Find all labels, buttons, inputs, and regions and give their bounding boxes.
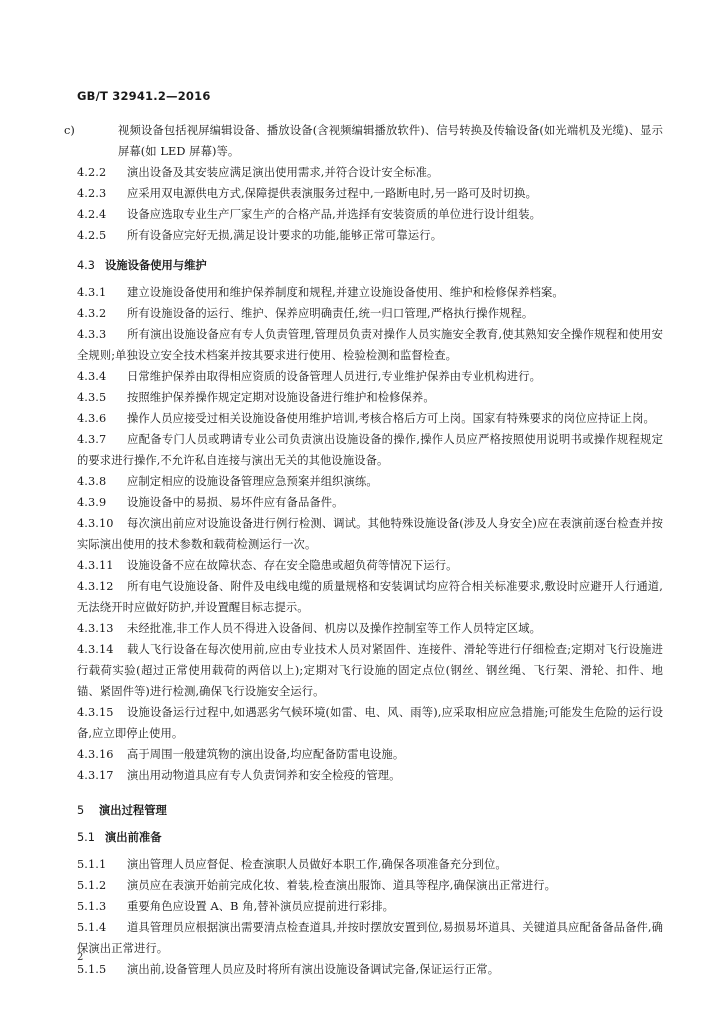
clause-text: 应配备专门人员或聘请专业公司负责演出设施设备的操作,操作人员应严格按照使用说明书或操作规程规定的要求进行操作,不允许私自连接与演出无关的其他设施设备。	[77, 433, 663, 467]
clause-number: 4.3.3	[77, 328, 107, 341]
clause-4-2-5	[77, 225, 663, 246]
clause-text: 设施设备运行过程中,如遇恶劣气候环境(如雷、电、风、雨等),应采取相应应急措施;可能发生危险的运行设备,应立即停止使用。	[77, 706, 663, 740]
clause-number: 4.3.11	[77, 559, 114, 572]
clause-5-1-1	[77, 854, 663, 875]
clause-text: 所有设施设备的运行、维护、保养应明确责任,统一归口管理,严格执行操作规程。	[127, 307, 534, 320]
clause-text: 日常维护保养由取得相应资质的设备管理人员进行,专业维护保养由专业机构进行。	[127, 370, 541, 383]
clause-number: 5.1.4	[77, 921, 107, 934]
clause-text: 设备应选取专业生产厂家生产的合格产品,并选择有安装资质的单位进行设计组装。	[127, 208, 541, 221]
clause-5-1-2	[77, 875, 663, 896]
clause-text: 演出设备及其安装应满足演出使用需求,并符合设计安全标准。	[127, 166, 439, 179]
section-heading-4-3	[77, 255, 663, 276]
clause-4-3-12	[77, 576, 663, 618]
clause-4-2-3	[77, 183, 663, 204]
clause-4-3-3	[77, 324, 663, 366]
clause-number: 4.3.4	[77, 370, 107, 383]
clause-text: 演出前,设备管理人员应及时将所有演出设施设备调试完备,保证运行正常。	[127, 963, 500, 976]
clause-4-3-13	[77, 618, 663, 639]
clause-number: 4.3.6	[77, 412, 107, 425]
clause-text: 载人飞行设备在每次使用前,应由专业技术人员对紧固件、连接件、滑轮等进行仔细检查;定期对飞行设施进行载荷实验(超过正常使用载荷的两倍以上);定期对飞行设施的固定点位(钢丝、钢丝绳、飞行架、滑轮、扣件、地锚、紧固件等)进行检测,确保飞行设施安全运行。	[77, 643, 663, 698]
clause-number: 4.2.4	[77, 208, 107, 221]
clause-text: 演出管理人员应督促、检查演职人员做好本职工作,确保各项准备充分到位。	[127, 858, 507, 871]
clause-number: 4.3.14	[77, 643, 114, 656]
clause-4-3-10	[77, 513, 663, 555]
clause-4-3-17	[77, 765, 663, 786]
section-number: 5.1	[77, 831, 95, 844]
document-body	[64, 120, 663, 980]
clause-number: 4.2.3	[77, 187, 107, 200]
clause-4-3-1	[77, 282, 663, 303]
clause-number: 4.3.2	[77, 307, 107, 320]
clause-4-3-11	[77, 555, 663, 576]
clause-text: 演出用动物道具应有专人负责饲养和安全检疫的管理。	[127, 769, 401, 782]
clause-4-3-15	[77, 702, 663, 744]
clause-text: 重要角色应设置 A、B 角,替补演员应提前进行彩排。	[127, 900, 395, 913]
clause-number: 4.3.15	[77, 706, 114, 719]
clause-text: 按照维护保养操作规定定期对设施设备进行维护和检修保养。	[127, 391, 435, 404]
clause-number: 5.1.3	[77, 900, 107, 913]
clause-text: 操作人员应接受过相关设施设备使用维护培训,考核合格后方可上岗。国家有特殊要求的岗位应持证上岗。	[127, 412, 655, 425]
list-item-c	[64, 120, 663, 162]
section-heading-5-1	[77, 827, 663, 848]
item-text: 视频设备包括视屏编辑设备、播放设备(含视频编辑播放软件)、信号转换及传输设备(如光端机及光缆)、显示屏幕(如 LED 屏幕)等。	[118, 124, 663, 158]
clause-number: 4.3.10	[77, 517, 114, 530]
clause-4-3-5	[77, 387, 663, 408]
chapter-title: 演出过程管理	[99, 804, 167, 817]
section-title: 设施设备使用与维护	[105, 259, 207, 272]
clause-4-3-14	[77, 639, 663, 702]
clause-number: 4.3.7	[77, 433, 107, 446]
clause-text: 应制定相应的设施设备管理应急预案并组织演练。	[127, 475, 378, 488]
clause-5-1-3	[77, 896, 663, 917]
chapter-number: 5	[77, 804, 85, 817]
clause-4-3-9	[77, 492, 663, 513]
standard-code-header: GB/T 32941.2—2016	[77, 89, 211, 103]
clause-number: 5.1.5	[77, 963, 107, 976]
clause-number: 4.3.13	[77, 622, 114, 635]
clause-4-3-2	[77, 303, 663, 324]
clause-4-3-8	[77, 471, 663, 492]
clause-4-3-6	[77, 408, 663, 429]
chapter-heading-5	[77, 800, 663, 821]
clause-number: 4.3.9	[77, 496, 107, 509]
clause-text: 设施设备不应在故障状态、存在安全隐患或超负荷等情况下运行。	[127, 559, 458, 572]
clause-number: 4.3.12	[77, 580, 114, 593]
clause-number: 4.3.1	[77, 286, 107, 299]
clause-number: 4.3.8	[77, 475, 107, 488]
page-number: 2	[77, 952, 84, 963]
clause-text: 所有电气设施设备、附件及电线电缆的质量规格和安装调试均应符合相关标准要求,敷设时应避开人行通道,无法绕开时应做好防护,并设置醒目标志提示。	[77, 580, 663, 614]
clause-text: 所有设备应完好无损,满足设计要求的功能,能够正常可靠运行。	[127, 229, 443, 242]
clause-4-2-4	[77, 204, 663, 225]
clause-number: 4.3.17	[77, 769, 114, 782]
section-number: 4.3	[77, 259, 95, 272]
clause-text: 所有演出设施设备应有专人负责管理,管理员负责对操作人员实施安全教育,使其熟知安全操作规程和使用安全规则;单独设立安全技术档案并按其要求进行使用、检验检测和监督检查。	[77, 328, 663, 362]
item-marker: c)	[64, 124, 75, 137]
section-title: 演出前准备	[105, 831, 162, 844]
clause-text: 道具管理员应根据演出需要清点检查道具,并按时摆放安置到位,易损易坏道具、关键道具应配备备品备件,确保演出正常进行。	[77, 921, 663, 955]
clause-text: 演员应在表演开始前完成化妆、着装,检查演出服饰、道具等程序,确保演出正常进行。	[127, 879, 557, 892]
clause-text: 设施设备中的易损、易坏件应有备品备件。	[127, 496, 344, 509]
clause-number: 4.3.16	[77, 748, 114, 761]
clause-4-3-4	[77, 366, 663, 387]
clause-number: 4.2.2	[77, 166, 107, 179]
clause-text: 高于周围一般建筑物的演出设备,均应配备防雷电设施。	[127, 748, 405, 761]
clause-text: 每次演出前应对设施设备进行例行检测、调试。其他特殊设施设备(涉及人身安全)应在表演前逐台检查并按实际演出使用的技术参数和载荷检测运行一次。	[77, 517, 663, 551]
clause-5-1-5	[77, 959, 663, 980]
clause-4-3-7	[77, 429, 663, 471]
clause-number: 4.2.5	[77, 229, 107, 242]
clause-4-2-2	[77, 162, 663, 183]
clause-number: 5.1.2	[77, 879, 107, 892]
clause-text: 未经批准,非工作人员不得进入设备间、机房以及操作控制室等工作人员特定区域。	[127, 622, 541, 635]
clause-4-3-16	[77, 744, 663, 765]
clause-text: 建立设施设备使用和维护保养制度和规程,并建立设施设备使用、维护和检修保养档案。	[127, 286, 564, 299]
clause-number: 4.3.5	[77, 391, 107, 404]
clause-5-1-4	[77, 917, 663, 959]
clause-text: 应采用双电源供电方式,保障提供表演服务过程中,一路断电时,另一路可及时切换。	[127, 187, 537, 200]
clause-number: 5.1.1	[77, 858, 107, 871]
